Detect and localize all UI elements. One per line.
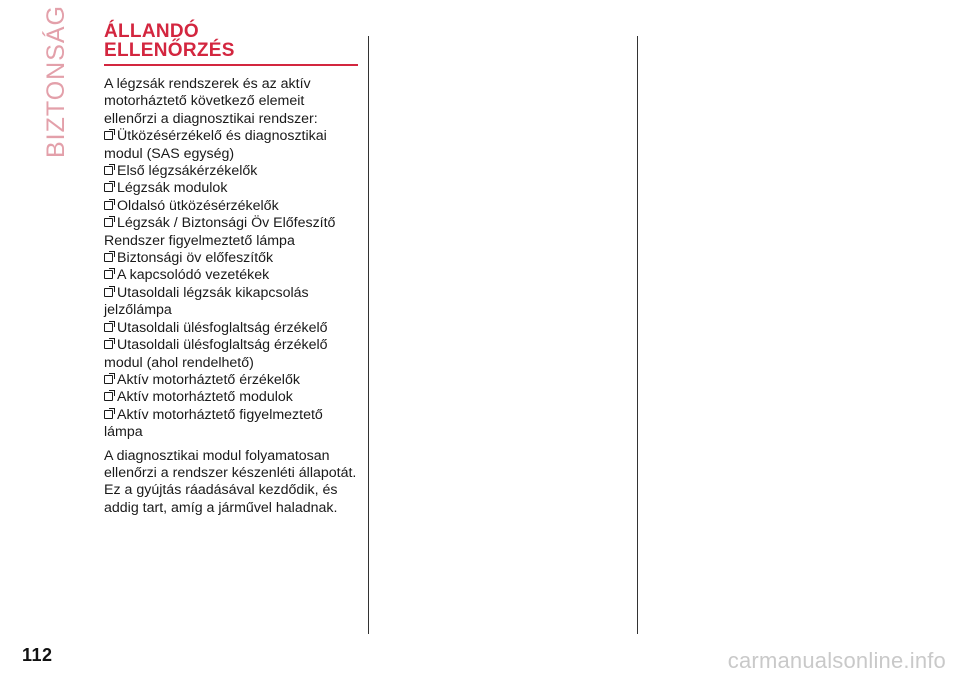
square-bullet-icon <box>104 288 113 297</box>
square-bullet-icon <box>104 253 113 262</box>
list-item-text: Első légzsákérzékelők <box>117 163 258 180</box>
square-bullet-icon <box>104 166 113 175</box>
list-item-text: Utasoldali ülésfoglaltság érzékelő <box>117 319 328 336</box>
column-divider <box>368 36 369 634</box>
section-title-line1: ÁLLANDÓ <box>104 21 199 42</box>
list-item <box>104 128 358 163</box>
section-body <box>104 76 358 517</box>
list-item <box>104 215 358 250</box>
list-item <box>104 337 358 372</box>
list-item-text: Aktív motorháztető figyelmeztető lámpa <box>104 406 323 441</box>
square-bullet-icon <box>104 392 113 401</box>
list-item <box>104 389 358 406</box>
list-item-text: Aktív motorháztető modulok <box>117 389 293 406</box>
list-item <box>104 163 358 180</box>
section-title-line2: ELLENŐRZÉS <box>104 40 235 61</box>
list-item-text: A kapcsolódó vezetékek <box>117 267 270 284</box>
square-bullet-icon <box>104 323 113 332</box>
intro-paragraph: A légzsák rendszerek és az aktív motorháztető következő elemeit ellenőrzi a diagnosztikai rendszer: <box>104 76 318 127</box>
closing-paragraph: A diagnosztikai modul folyamatosan ellenőrzi a rendszer készenléti állapotát. Ez a gyújtás ráadásával kezdődik, és addig tart, amíg a járművel haladnak. <box>104 447 357 516</box>
square-bullet-icon <box>104 340 113 349</box>
list-item-text: Légzsák modulok <box>117 180 228 197</box>
list-item-text: Utasoldali légzsák kikapcsolás jelzőlámpa <box>104 284 309 319</box>
list-item <box>104 372 358 389</box>
list-item-text: Ütközésérzékelő és diagnosztikai modul (SAS egység) <box>104 128 327 162</box>
list-item-text: Biztonsági öv előfeszítők <box>117 250 274 267</box>
list-item-text: Légzsák / Biztonsági Öv Előfeszítő Rendszer figyelmeztető lámpa <box>104 215 336 249</box>
list-item <box>104 285 358 320</box>
square-bullet-icon <box>104 410 113 419</box>
list-item <box>104 267 358 284</box>
square-bullet-icon <box>104 270 113 279</box>
watermark: carmanualsonline.info <box>727 648 946 673</box>
square-bullet-icon <box>104 131 113 140</box>
list-item <box>104 250 358 267</box>
column-left <box>104 22 358 517</box>
list-item <box>104 320 358 337</box>
list-item-text: Aktív motorháztető érzékelők <box>117 371 300 388</box>
square-bullet-icon <box>104 183 113 192</box>
square-bullet-icon <box>104 375 113 384</box>
section-side-tab: BIZTONSÁG <box>42 4 70 158</box>
column-divider <box>637 36 638 634</box>
list-item <box>104 198 358 215</box>
square-bullet-icon <box>104 201 113 210</box>
section-title <box>104 22 358 66</box>
list-item-text: Oldalsó ütközésérzékelők <box>117 197 279 214</box>
list-item <box>104 407 358 442</box>
component-list <box>104 128 358 441</box>
page-number: 112 <box>22 645 53 665</box>
square-bullet-icon <box>104 218 113 227</box>
list-item-text: Utasoldali ülésfoglaltság érzékelő modul (ahol rendelhető) <box>104 337 328 371</box>
list-item <box>104 180 358 197</box>
